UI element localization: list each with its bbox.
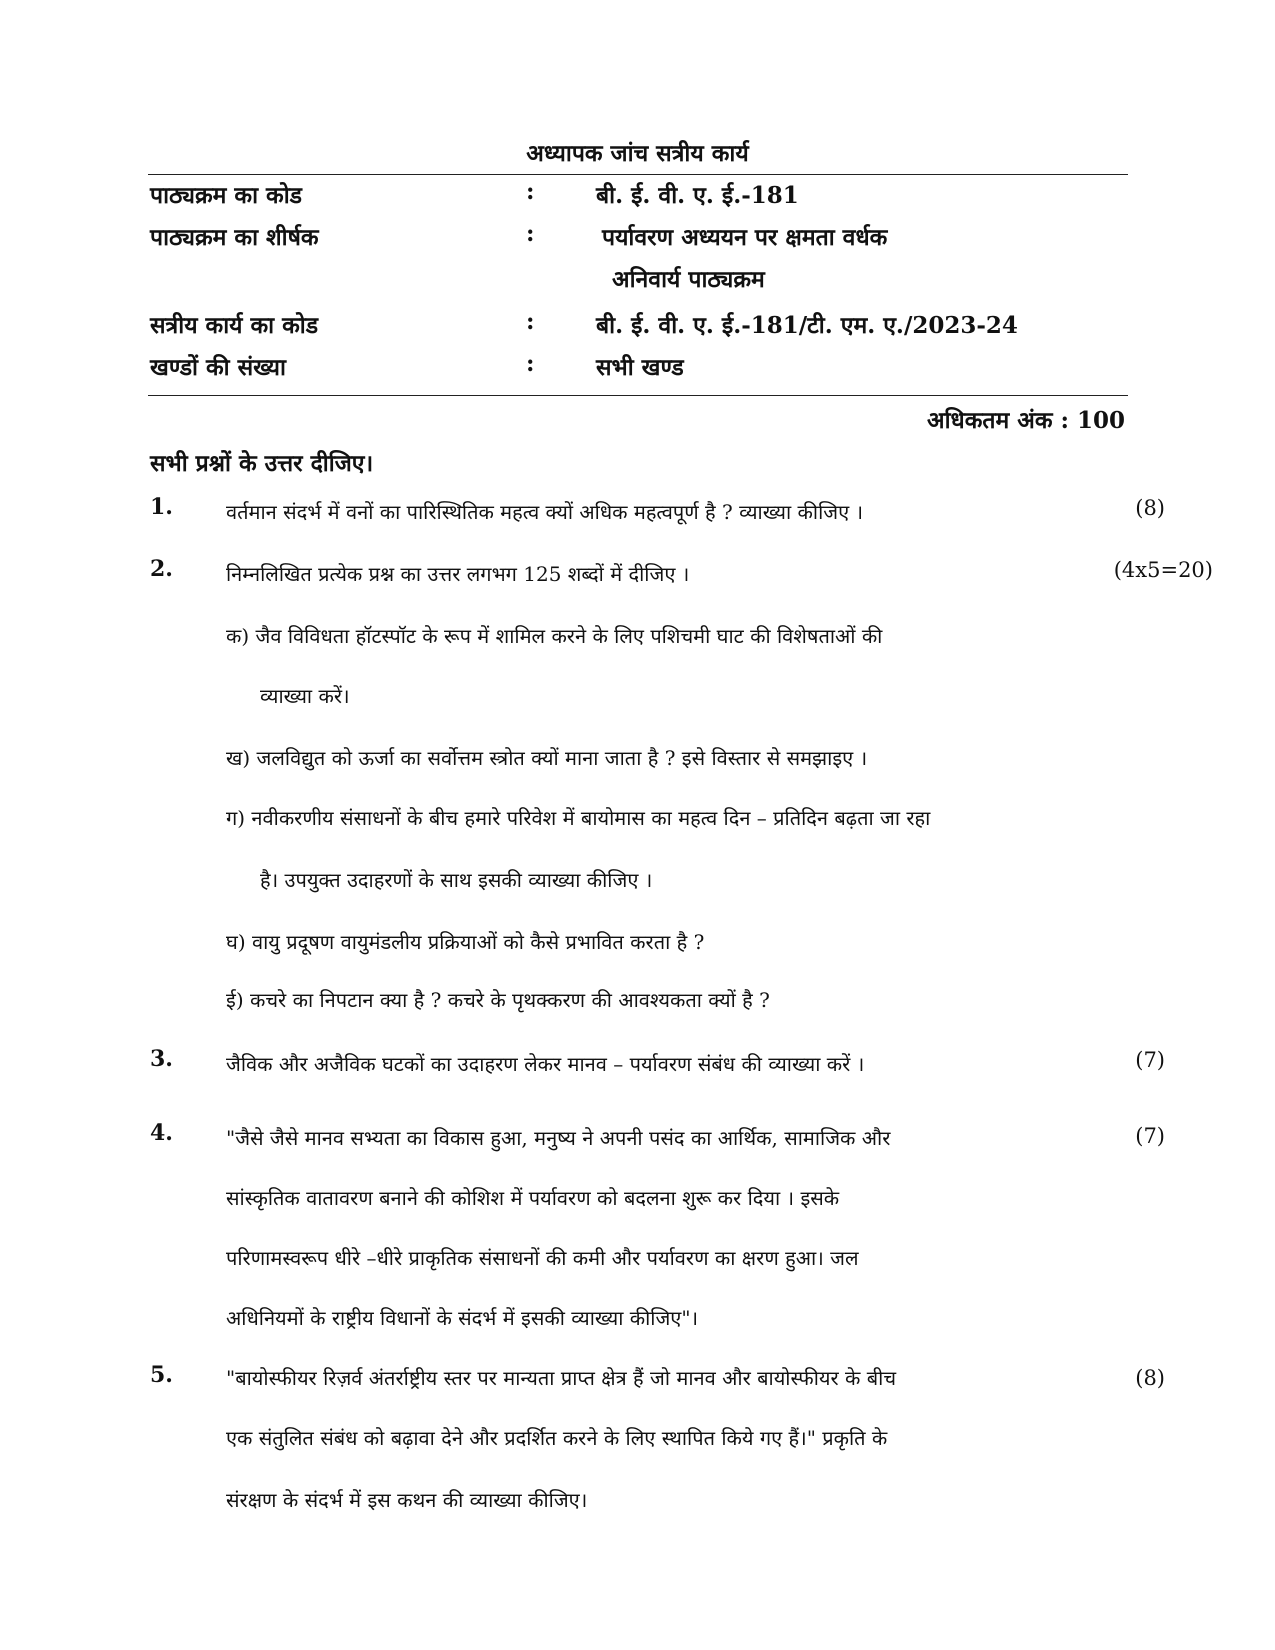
subpart-text: ई) कचरे का निपटान क्या है ? कचरे के पृथक्करण की आवश्यकता क्यों है ? (226, 988, 770, 1012)
question-text: परिणामस्वरूप धीरे –धीरे प्राकृतिक संसाधनों की कमी और पर्यावरण का क्षरण हुआ। जल (226, 1246, 859, 1270)
question-text: वर्तमान संदर्भ में वनों का पारिस्थितिक महत्व क्यों अधिक महत्वपूर्ण है ? व्याख्या कीजिए । (226, 500, 864, 524)
question-marks: (8) (1135, 496, 1165, 520)
course-title-line1: पर्यावरण अध्ययन पर क्षमता वर्धक (602, 224, 888, 251)
question-number: 3. (150, 1046, 173, 1072)
page-title: अध्यापक जांच सत्रीय कार्य (526, 140, 749, 167)
question-marks: (7) (1135, 1124, 1165, 1148)
question-number: 5. (150, 1362, 173, 1388)
question-marks: (4x5=20) (1113, 558, 1213, 582)
question-marks: (8) (1135, 1366, 1165, 1390)
subpart-text: घ) वायु प्रदूषण वायुमंडलीय प्रक्रियाओं को कैसे प्रभावित करता है ? (226, 930, 705, 954)
top-divider (148, 174, 1128, 175)
subpart-text: ग) नवीकरणीय संसाधनों के बीच हमारे परिवेश में बायोमास का महत्व दिन – प्रतिदिन बढ़ता जा रहा (226, 806, 931, 830)
max-marks: अधिकतम अंक : 100 (927, 407, 1125, 434)
question-text: संरक्षण के संदर्भ में इस कथन की व्याख्या कीजिए। (226, 1488, 588, 1512)
question-text: "बायोस्फीयर रिज़र्व अंतर्राष्ट्रीय स्तर पर मान्यता प्राप्त क्षेत्र हैं जो मानव और बायोस्फीयर के बीच (226, 1366, 897, 1390)
question-text: निम्नलिखित प्रत्येक प्रश्न का उत्तर लगभग 125 शब्दों में दीजिए । (226, 562, 690, 586)
assignment-code-label: सत्रीय कार्य का कोड (150, 312, 319, 339)
question-number: 4. (150, 1120, 173, 1146)
question-number: 1. (150, 494, 173, 520)
subpart-text: है। उपयुक्त उदाहरणों के साथ इसकी व्याख्या कीजिए । (260, 868, 653, 892)
course-code-label: पाठ्यक्रम का कोड (150, 182, 302, 209)
subpart-text: व्याख्या करें। (260, 684, 350, 708)
question-text: अधिनियमों के राष्ट्रीय विधानों के संदर्भ में इसकी व्याख्या कीजिए"। (226, 1306, 699, 1330)
bottom-divider (148, 395, 1128, 396)
course-title-line2: अनिवार्य पाठ्यक्रम (612, 266, 765, 293)
question-number: 2. (150, 556, 173, 582)
course-title-label: पाठ्यक्रम का शीर्षक (150, 224, 319, 251)
instruction: सभी प्रश्नों के उत्तर दीजिए। (150, 450, 374, 477)
colon: : (526, 178, 535, 205)
question-marks: (7) (1135, 1048, 1165, 1072)
subpart-text: क) जैव विविधता हॉटस्पॉट के रूप में शामिल करने के लिए पशिचमी घाट की विशेषताओं की (226, 624, 883, 648)
question-text: जैविक और अजैविक घटकों का उदाहरण लेकर मानव – पर्यावरण संबंध की व्याख्या करें । (226, 1052, 865, 1076)
colon: : (526, 350, 535, 377)
course-code-value: बी. ई. वी. ए. ई.-181 (596, 182, 799, 209)
blocks-value: सभी खण्ड (596, 354, 684, 381)
subpart-text: ख) जलविद्युत को ऊर्जा का सर्वोत्तम स्त्रोत क्यों माना जाता है ? इसे विस्तार से समझाइए । (226, 746, 868, 770)
blocks-label: खण्डों की संख्या (150, 354, 286, 381)
question-text: सांस्कृतिक वातावरण बनाने की कोशिश में पर्यावरण को बदलना शुरू कर दिया । इसके (226, 1186, 840, 1210)
question-text: एक संतुलित संबंध को बढ़ावा देने और प्रदर्शित करने के लिए स्थापित किये गए हैं।" प्रकृति के (226, 1426, 888, 1450)
question-text: "जैसे जैसे मानव सभ्यता का विकास हुआ, मनुष्य ने अपनी पसंद का आर्थिक, सामाजिक और (226, 1126, 891, 1150)
colon: : (526, 308, 535, 335)
assignment-code-value: बी. ई. वी. ए. ई.-181/टी. एम. ए./2023-24 (596, 312, 1018, 339)
colon: : (526, 220, 535, 247)
